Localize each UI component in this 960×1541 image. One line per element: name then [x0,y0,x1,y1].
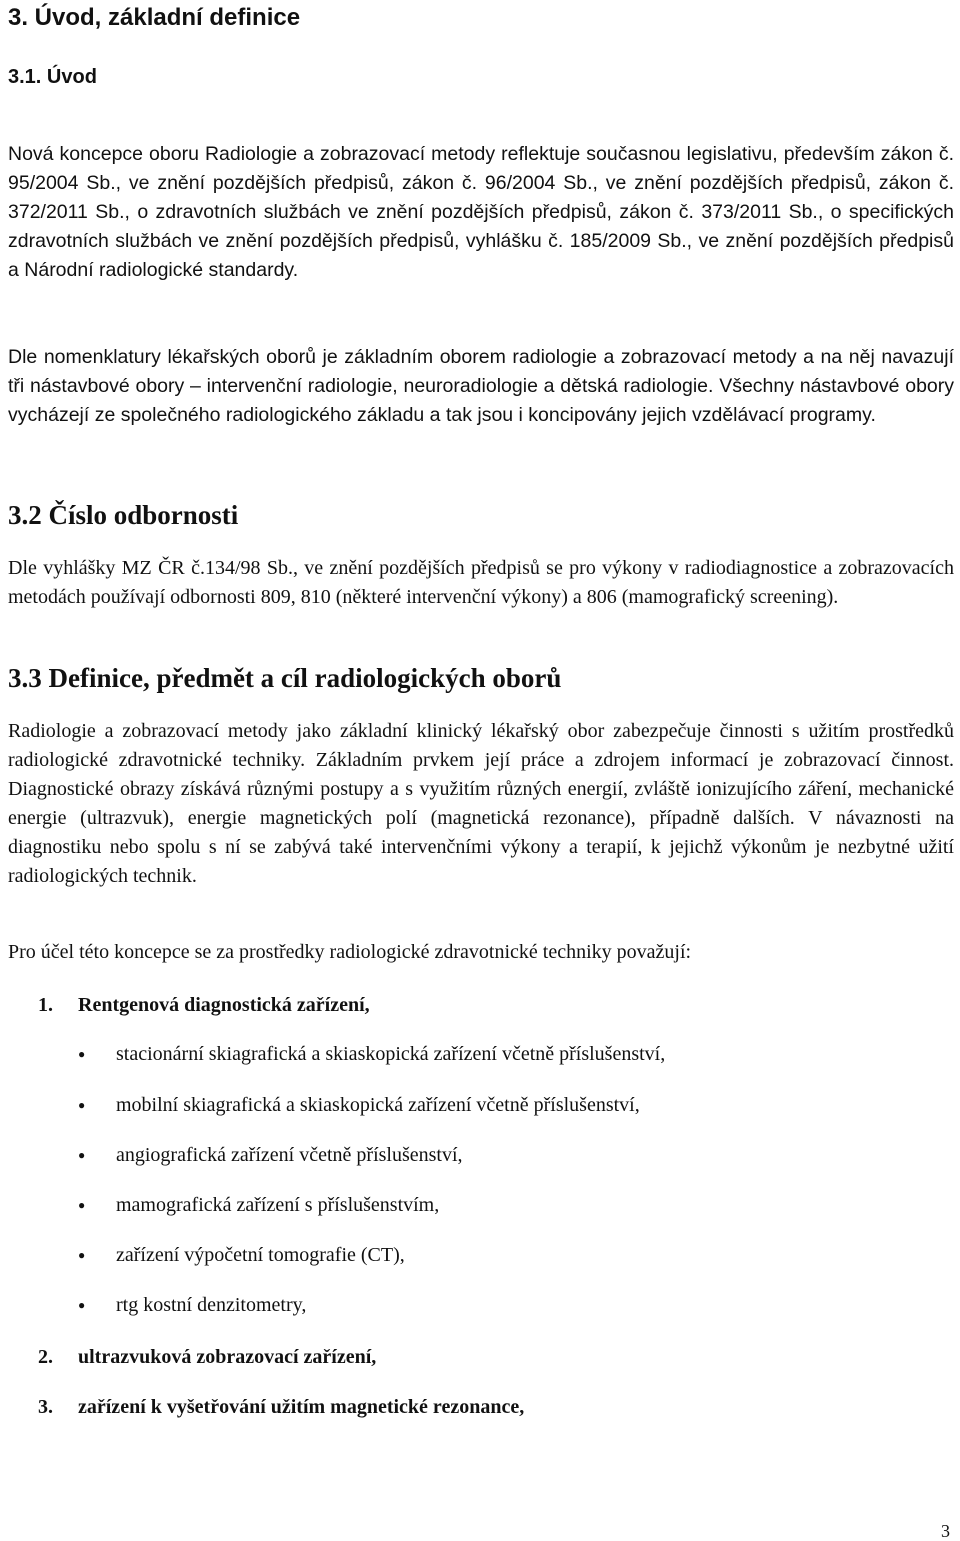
section-32-paragraph: Dle vyhlášky MZ ČR č.134/98 Sb., ve znění pozdějších předpisů se pro výkony v radiodiagnostice a zobrazovacích metodách používají odbornosti 809, 810 (některé intervenční výkony) a 806 (mamografický screening). [8,557,954,608]
list-item-label: ultrazvuková zobrazovací zařízení, [78,1346,377,1368]
section-heading-definice: 3.3 Definice, předmět a cíl radiologických oborů [8,663,562,693]
list-item-1 [38,991,370,1020]
list-item-label: zařízení k vyšetřování užitím magnetické rezonance, [78,1396,525,1418]
bullet-text: rtg kostní denzitometry, [116,1294,307,1316]
list-number: 3. [38,1396,53,1418]
chapter-heading: 3. Úvod, základní definice [8,4,301,31]
bullet-text: mobilní skiagrafická a skiaskopická zařízení včetně příslušenství, [116,1094,640,1116]
bullet-icon: ● [78,1148,86,1162]
section-33-paragraph: Radiologie a zobrazovací metody jako základní klinický lékařský obor zabezpečuje činnosti s užitím prostředků radiologické zdravotnické techniky. Základním prvkem její práce a zdrojem informací je zobrazovací činnost. Diagnostické obrazy získává různými postupy a s využitím různých energií, zvláště ionizujícího záření, mechanické energie (ultrazvuk), energie magnetických polí (magnetická rezonance), případně dalších. V návaznosti na diagnostiku nebo spolu s ní se zabývá také intervenčními výkony a terapií, k jejichž výkonům je nezbytné užití radiologických technik. [8,720,954,887]
bullet-icon: ● [78,1298,86,1312]
bullet-item [78,1191,439,1220]
bullet-item [78,1091,640,1120]
bullet-text: stacionární skiagrafická a skiaskopická zařízení včetně příslušenství, [116,1043,666,1065]
bullet-text: zařízení výpočetní tomografie (CT), [116,1244,405,1266]
bullet-text: mamografická zařízení s příslušenstvím, [116,1194,440,1216]
list-intro: Pro účel této koncepce se za prostředky radiologické zdravotnické techniky považují: [8,941,692,963]
list-item-3 [38,1393,524,1422]
bullet-item [78,1040,665,1069]
list-item-2 [38,1343,376,1372]
list-number: 1. [38,994,53,1016]
bullet-icon: ● [78,1198,86,1212]
section-heading-cislo-odbornosti: 3.2 Číslo odbornosti [8,500,239,530]
list-item-label: Rentgenová diagnostická zařízení, [78,994,370,1016]
bullet-item [78,1291,306,1320]
intro-paragraph: Nová koncepce oboru Radiologie a zobrazovací metody reflektuje současnou legislativu, především zákon č. 95/2004 Sb., ve znění pozdějších předpisů, zákon č. 96/2004 Sb., ve znění pozdějších předpisů, zákon č. 372/2011 Sb., o zdravotních službách ve znění pozdějších předpisů, zákon č. 373/2011 Sb., o specifických zdravotních službách ve znění pozdějších předpisů, vyhlášku č. 185/2009 Sb., ve znění pozdějších předpisů a Národní radiologické standardy. [8,143,954,281]
section-heading-uvod: 3.1. Úvod [8,66,97,88]
bullet-icon: ● [78,1248,86,1262]
bullet-item [78,1241,405,1270]
page-number: 3 [941,1521,950,1541]
bullet-text: angiografická zařízení včetně příslušenství, [116,1144,463,1166]
nomenclature-paragraph: Dle nomenklatury lékařských oborů je základním oborem radiologie a zobrazovací metody a na něj navazují tři nástavbové obory – intervenční radiologie, neuroradiologie a dětská radiologie. Všechny nástavbové obory vycházejí ze společného radiologického základu a tak jsou i koncipovány jejich vzdělávací programy. [8,346,954,426]
list-number: 2. [38,1346,53,1368]
bullet-icon: ● [78,1047,86,1061]
bullet-icon: ● [78,1098,86,1112]
bullet-item [78,1141,463,1170]
